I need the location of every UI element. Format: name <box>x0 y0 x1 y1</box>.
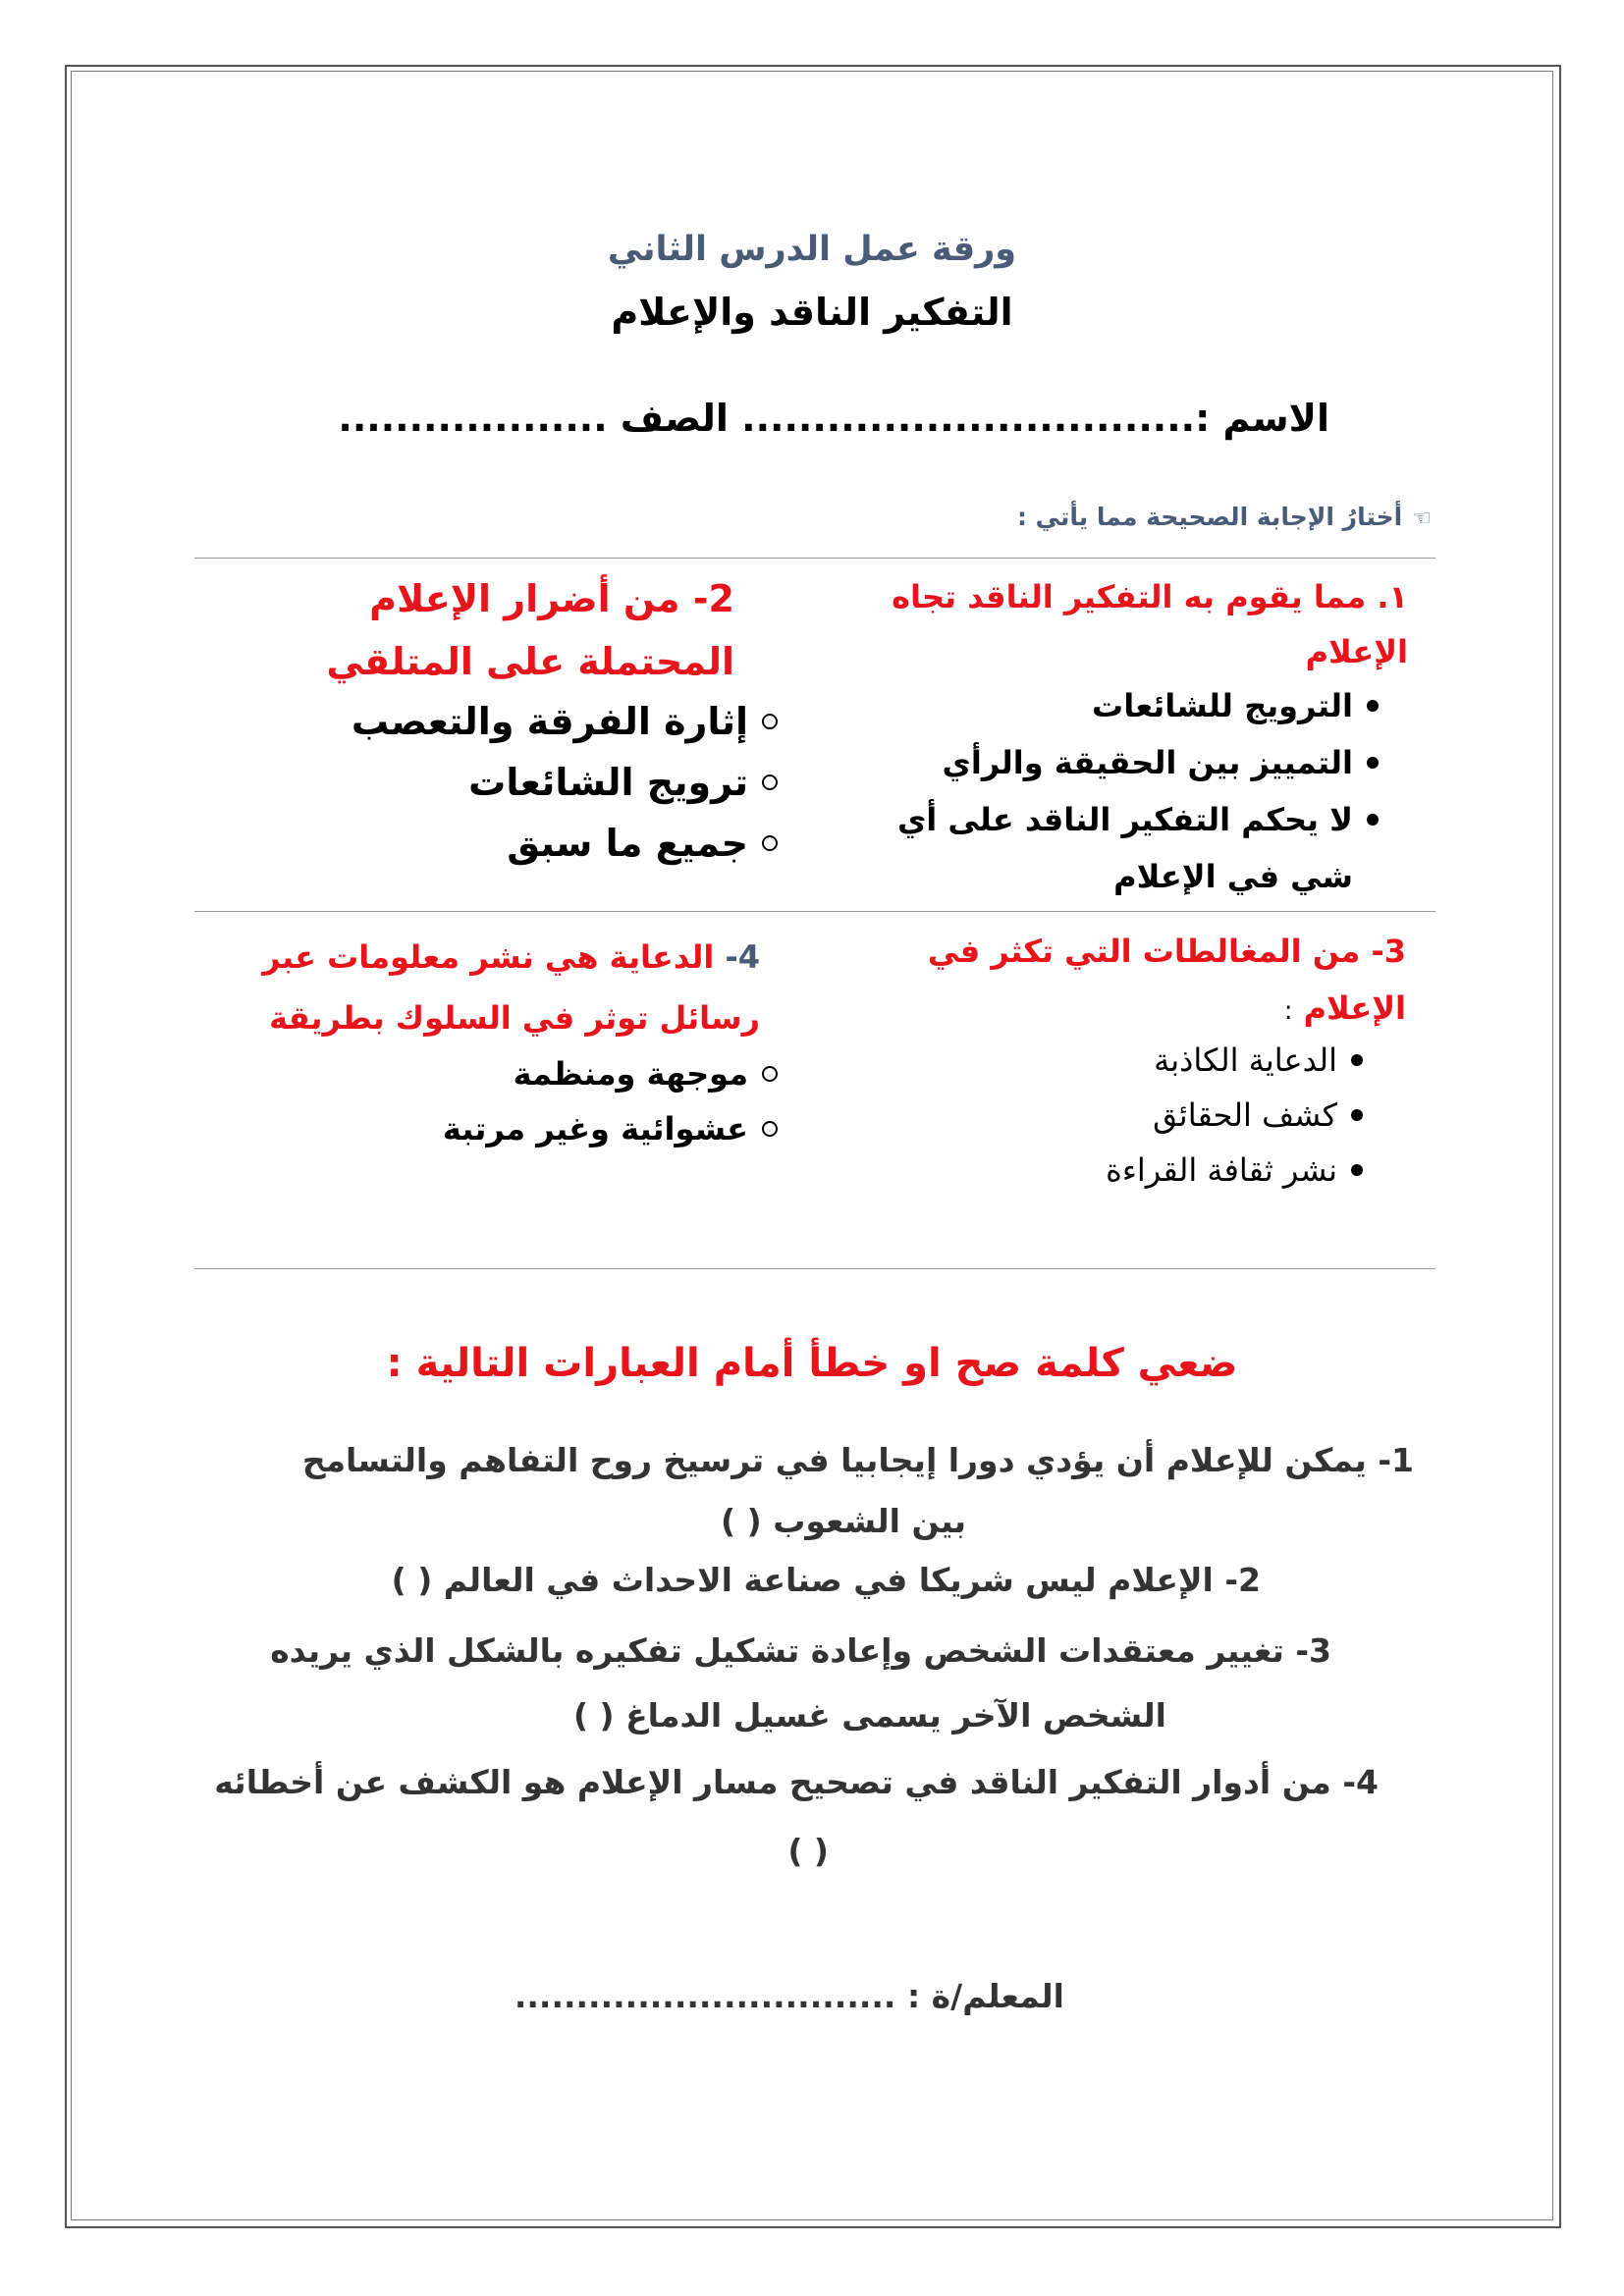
q3-option[interactable]: الدعاية الكاذبة <box>1106 1033 1363 1088</box>
statement-3: 3- تغيير معتقدات الشخص وإعادة تشكيل تفكيره بالشكل الذي يريده <box>270 1631 1331 1670</box>
bullet-icon <box>1367 814 1379 826</box>
name-label: الاسم : <box>1195 397 1329 440</box>
q2-question <box>326 567 734 693</box>
q4-option[interactable]: عشوائية وغير مرتبة <box>443 1101 778 1156</box>
teacher-line <box>514 1977 1064 2015</box>
q3-options <box>1106 1033 1363 1198</box>
q1-line2: الإعلام <box>1305 633 1408 670</box>
bullet-icon <box>1367 757 1379 769</box>
bullet-icon <box>1351 1164 1363 1176</box>
q1-option-continued: شي في الإعلام <box>1113 858 1353 895</box>
q3-question <box>928 923 1406 1040</box>
q2-option[interactable]: جميع ما سبق <box>352 813 778 874</box>
worksheet-subtitle: التفكير الناقد والإعلام <box>611 291 1013 334</box>
q3-line1: 3- من المغالطات التي تكثر في <box>927 933 1406 970</box>
statement-2[interactable]: 2- الإعلام ليس شريكا في صناعة الاحداث في العالم ( ) <box>391 1561 1261 1599</box>
q1-options <box>897 677 1379 905</box>
worksheet-title: ورقة عمل الدرس الثاني <box>607 230 1017 269</box>
q4-question <box>262 927 760 1048</box>
q2-option[interactable]: ترويج الشائعات <box>352 752 778 813</box>
q1-option[interactable]: الترويج للشائعات <box>897 677 1379 734</box>
q2-options <box>352 691 778 874</box>
radio-circle-icon <box>762 835 778 851</box>
q1-option[interactable]: لا يحكم التفكير الناقد على أي <box>897 791 1379 848</box>
radio-circle-icon <box>762 774 778 790</box>
divider-bottom <box>194 1268 1435 1269</box>
q1-question <box>892 569 1408 679</box>
q2-line2: المحتملة على المتلقي <box>326 640 734 683</box>
q3-line2: الإعلام : <box>1283 989 1406 1027</box>
q4-option[interactable]: موجهة ومنظمة <box>443 1046 778 1101</box>
teacher-blank[interactable]: ............................... <box>514 1977 896 2015</box>
statement-4: 4- من أدوار التفكير الناقد في تصحيح مسار الإعلام هو الكشف عن أخطائه <box>214 1763 1379 1801</box>
name-blank[interactable]: ................................ <box>741 397 1196 440</box>
class-blank[interactable]: ................... <box>338 397 608 440</box>
q3-option[interactable]: نشر ثقافة القراءة <box>1106 1143 1363 1198</box>
q2-option[interactable]: إثارة الفرقة والتعصب <box>352 691 778 752</box>
statement-4-line2[interactable]: ( ) <box>787 1832 829 1870</box>
statement-1: 1- يمكن للإعلام أن يؤدي دورا إيجابيا في ترسيخ روح التفاهم والتسامح <box>301 1441 1414 1479</box>
teacher-label: المعلم/ة : <box>906 1977 1064 2015</box>
statement-3-line2[interactable]: الشخص الآخر يسمى غسيل الدماغ ( ) <box>572 1696 1166 1735</box>
q4-options <box>443 1046 778 1156</box>
q1-option[interactable]: التمييز بين الحقيقة والرأي <box>897 734 1379 791</box>
class-label: الصف <box>620 397 729 440</box>
radio-circle-icon <box>762 1121 778 1137</box>
divider-top <box>194 558 1435 559</box>
true-false-title: ضعي كلمة صح او خطأ أمام العبارات التالية : <box>386 1341 1238 1386</box>
q3-option[interactable]: كشف الحقائق <box>1106 1088 1363 1143</box>
name-class-line <box>338 397 1329 440</box>
q4-line1: 4- الدعاية هي نشر معلومات عبر <box>262 938 760 976</box>
bullet-icon <box>1367 700 1379 712</box>
radio-circle-icon <box>762 1066 778 1082</box>
q4-line2: رسائل توثر في السلوك بطريقة <box>269 999 760 1037</box>
pointing-hand-icon: ☜ <box>1412 507 1432 531</box>
statement-1-line2[interactable]: بين الشعوب ( ) <box>721 1502 966 1540</box>
q2-line1: 2- من أضرار الإعلام <box>369 577 734 620</box>
divider-middle <box>194 911 1435 912</box>
q1-line1: ١. مما يقوم به التفكير الناقد تجاه <box>892 578 1408 615</box>
bullet-icon <box>1351 1109 1363 1121</box>
mcq-instruction: ☜أختارُ الإجابة الصحيحة مما يأتي : <box>1016 503 1432 531</box>
radio-circle-icon <box>762 714 778 729</box>
bullet-icon <box>1351 1054 1363 1066</box>
